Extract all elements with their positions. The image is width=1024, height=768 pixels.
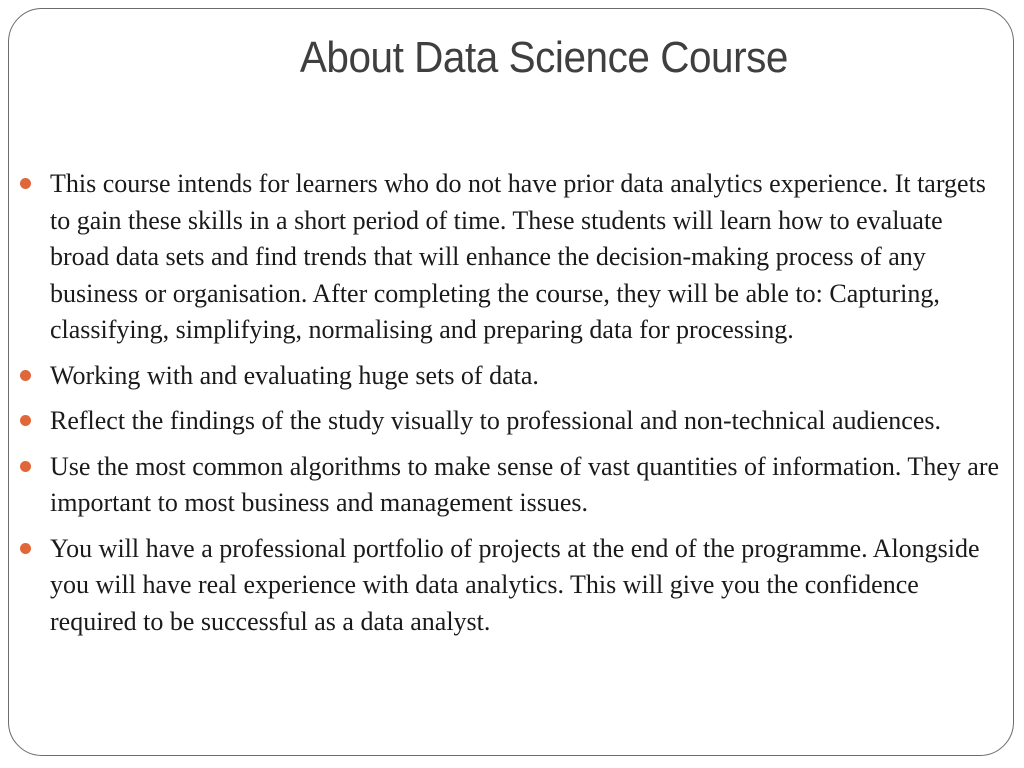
bullet-item [50, 403, 1002, 440]
bullet-text: Use the most common algorithms to make sense of vast quantities of information. They are important to most business and management issues. [50, 451, 1000, 517]
bullet-item [50, 531, 1002, 641]
bullet-list [50, 166, 1002, 649]
bullet-dot-icon [20, 370, 31, 381]
bullet-item [50, 358, 1002, 395]
bullet-dot-icon [20, 543, 31, 554]
bullet-dot-icon [20, 461, 31, 472]
bullet-dot-icon [20, 415, 31, 426]
bullet-text: You will have a professional portfolio of projects at the end of the programme. Alongside you will have real experience with data analytics. This will give you the confidence required to be successful as a data analyst. [50, 533, 980, 636]
bullet-dot-icon [20, 178, 31, 189]
bullet-text: This course intends for learners who do not have prior data analytics experience. It targets to gain these skills in a short period of time. These students will learn how to evaluate broad data sets and find trends that will enhance the decision-making process of any business or organisation. After completing the course, they will be able to: Capturing, classifying, simplifying, normalising and preparing data for processing. [50, 169, 986, 344]
bullet-text: Reflect the findings of the study visually to professional and non-technical audiences. [50, 406, 941, 435]
bullet-item [50, 166, 1002, 349]
bullet-item [50, 449, 1002, 522]
slide-title: About Data Science Course [299, 33, 788, 82]
bullet-text: Working with and evaluating huge sets of data. [50, 360, 539, 390]
